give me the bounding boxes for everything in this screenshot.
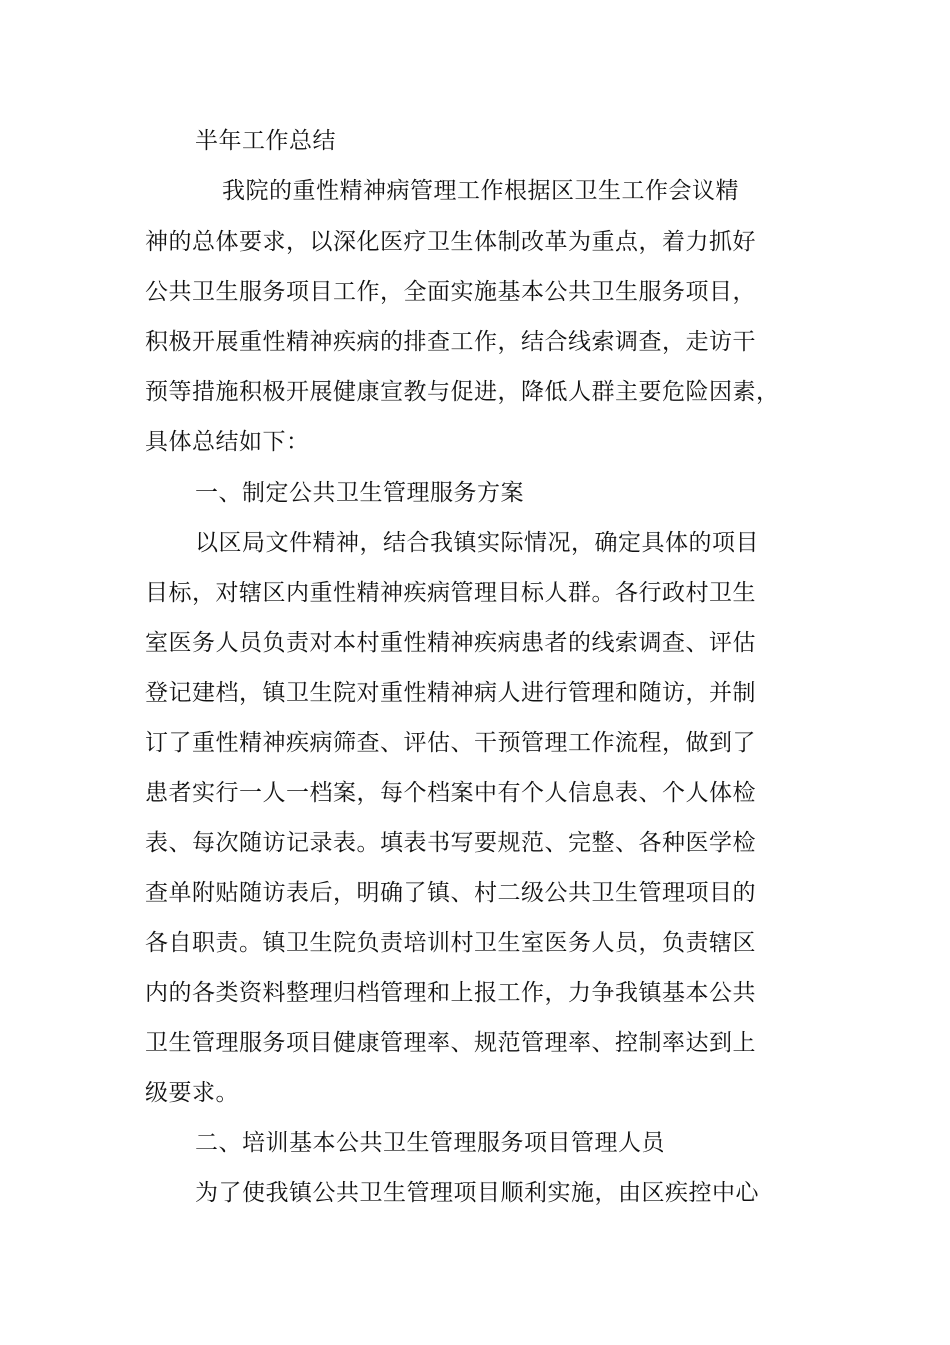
body-line: 各自职责。镇卫生院负责培训村卫生室医务人员，负责辖区 bbox=[145, 930, 756, 956]
body-line: 订了重性精神疾病筛查、评估、干预管理工作流程，做到了 bbox=[145, 730, 756, 756]
body-line: 公共卫生服务项目工作，全面实施基本公共卫生服务项目， bbox=[145, 279, 756, 305]
body-line: 登记建档，镇卫生院对重性精神病人进行管理和随访，并制 bbox=[145, 680, 756, 706]
body-line: 为了使我镇公共卫生管理项目顺利实施，由区疾控中心 bbox=[195, 1180, 759, 1206]
body-line: 积极开展重性精神疾病的排查工作，结合线索调查，走访干 bbox=[145, 329, 756, 355]
document-title: 半年工作总结 bbox=[195, 128, 336, 154]
body-line: 卫生管理服务项目健康管理率、规范管理率、控制率达到上 bbox=[145, 1030, 756, 1056]
body-line: 级要求。 bbox=[145, 1080, 239, 1106]
body-line: 表、每次随访记录表。填表书写要规范、完整、各种医学检 bbox=[145, 830, 756, 856]
body-line: 具体总结如下： bbox=[145, 429, 310, 455]
body-line: 查单附贴随访表后，明确了镇、村二级公共卫生管理项目的 bbox=[145, 880, 756, 906]
body-line: 预等措施积极开展健康宣教与促进，降低人群主要危险因素， bbox=[145, 379, 780, 405]
body-line: 我院的重性精神病管理工作根据区卫生工作会议精 bbox=[222, 178, 739, 204]
body-line: 室医务人员负责对本村重性精神疾病患者的线索调查、评估 bbox=[145, 630, 756, 656]
body-line: 目标，对辖区内重性精神疾病管理目标人群。各行政村卫生 bbox=[145, 580, 756, 606]
body-line: 内的各类资料整理归档管理和上报工作，力争我镇基本公共 bbox=[145, 980, 756, 1006]
section-heading: 二、培训基本公共卫生管理服务项目管理人员 bbox=[195, 1130, 665, 1156]
body-line: 以区局文件精神，结合我镇实际情况，确定具体的项目 bbox=[195, 530, 759, 556]
body-line: 神的总体要求，以深化医疗卫生体制改革为重点，着力抓好 bbox=[145, 229, 756, 255]
section-heading: 一、制定公共卫生管理服务方案 bbox=[195, 480, 524, 506]
body-line: 患者实行一人一档案，每个档案中有个人信息表、个人体检 bbox=[145, 780, 756, 806]
